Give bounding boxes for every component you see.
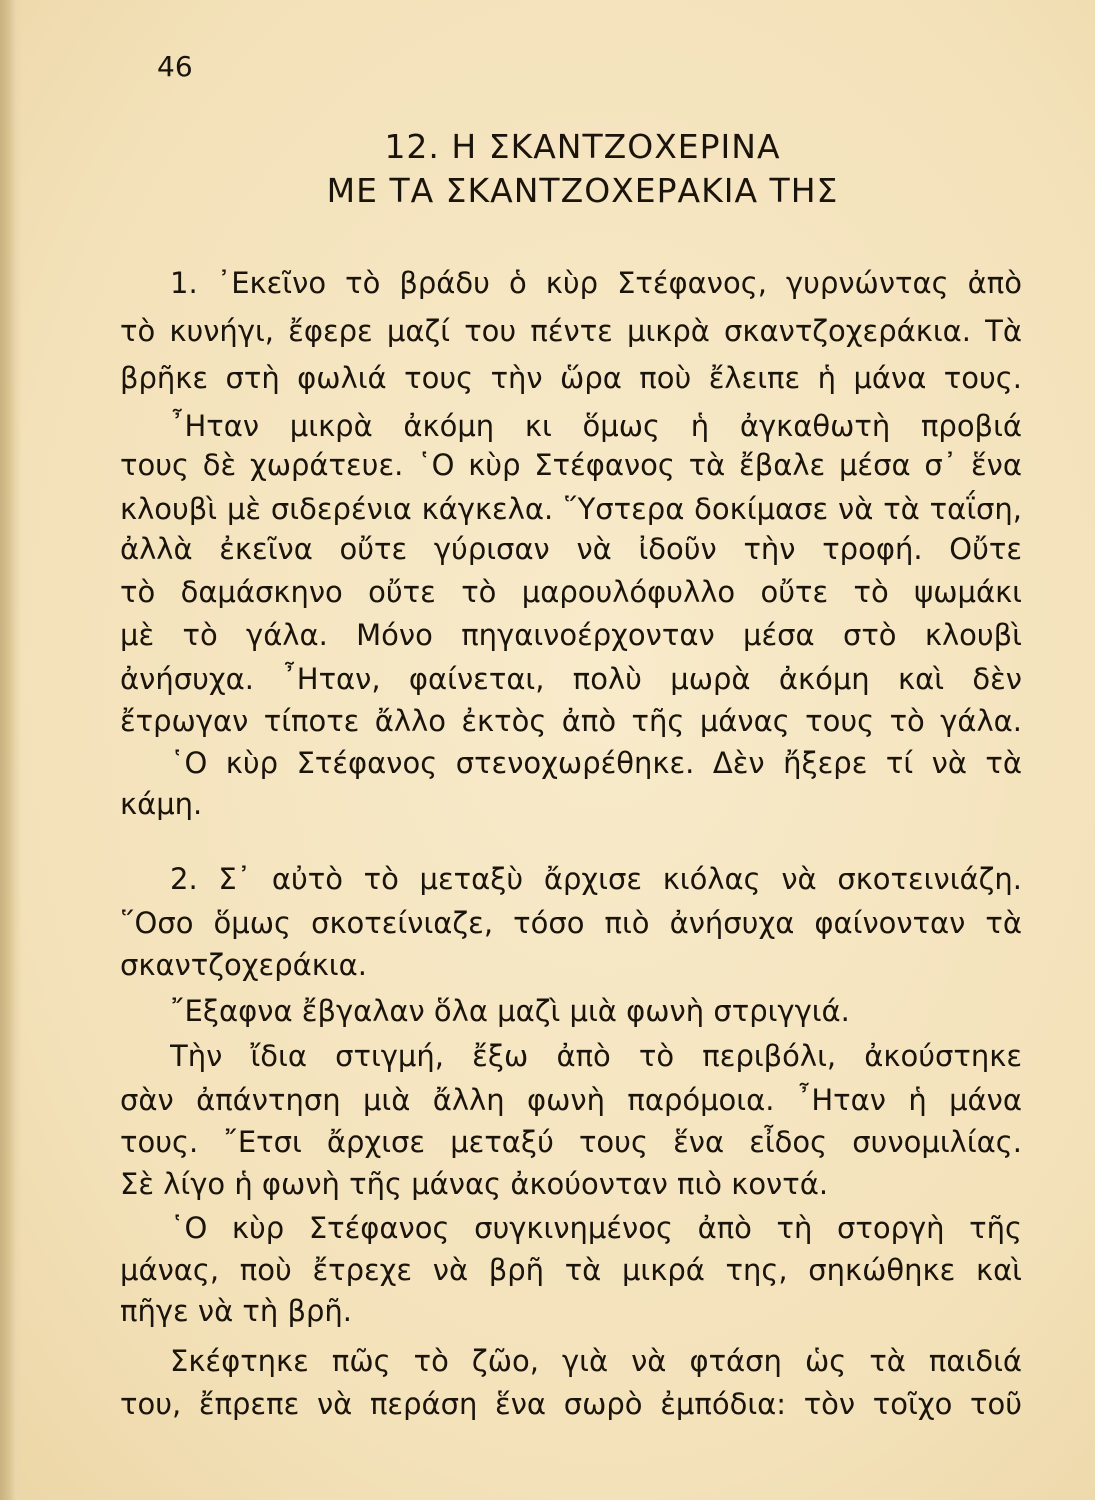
text-line: Σὲ λίγο ἡ φωνὴ τῆς μάνας ἀκούονταν πιὸ κοντά. (120, 1167, 829, 1201)
text-line: 2. Σ᾿ αὐτὸ τὸ μεταξὺ ἄρχισε κιόλας νὰ σκοτεινιάζη. (170, 862, 1022, 896)
chapter-title-line-2: ΜΕ ΤΑ ΣΚΑΝΤΖΟΧΕΡΑΚΙΑ ΤΗΣ (326, 171, 839, 210)
text-line: βρῆκε στὴ φωλιά τους τὴν ὥρα ποὺ ἔλειπε ἡ μάνα τους. (120, 361, 1022, 395)
chapter-title-line-1: 12. Η ΣΚΑΝΤΖΟΧΕΡΙΝΑ (384, 127, 781, 166)
text-line: τους δὲ χωράτευε. ῾Ο κὺρ Στέφανος τὰ ἔβαλε μέσα σ᾿ ἕνα (120, 448, 1022, 482)
text-line: μὲ τὸ γάλα. Μόνο πηγαινοέρχονταν μέσα στὸ κλουβὶ (120, 618, 1022, 652)
page-number: 46 (157, 50, 193, 83)
text-line: τὸ δαμάσκηνο οὔτε τὸ μαρουλόφυλλο οὔτε τὸ ψωμάκι (120, 575, 1022, 609)
text-line: κλουβὶ μὲ σιδερένια κάγκελα. ῞Υστερα δοκίμασε νὰ τὰ ταΐση, (120, 492, 1022, 526)
text-line: ῎Εξαφνα ἔβγαλαν ὅλα μαζὶ μιὰ φωνὴ στριγγιά. (170, 994, 850, 1028)
book-spine-shadow (0, 0, 22, 1500)
text-line: ἔτρωγαν τίποτε ἄλλο ἐκτὸς ἀπὸ τῆς μάνας τους τὸ γάλα. (120, 704, 1022, 738)
text-line: κάμη. (120, 787, 203, 821)
text-line: Τὴν ἴδια στιγμή, ἔξω ἀπὸ τὸ περιβόλι, ἀκούστηκε (170, 1039, 1022, 1073)
text-line: του, ἔπρεπε νὰ περάση ἕνα σωρὸ ἐμπόδια: τὸν τοῖχο τοῦ (120, 1387, 1022, 1421)
text-line: σκαντζοχεράκια. (120, 948, 367, 982)
text-line: ῞Οσο ὅμως σκοτείνιαζε, τόσο πιὸ ἀνήσυχα φαίνονταν τὰ (120, 906, 1022, 940)
text-line: ῾Ο κὺρ Στέφανος στενοχωρέθηκε. Δὲν ἤξερε τί νὰ τὰ (170, 746, 1022, 780)
text-line: ῏Ηταν μικρὰ ἀκόμη κι ὅμως ἡ ἀγκαθωτὴ προβιά (170, 409, 1022, 443)
text-line: τὸ κυνήγι, ἔφερε μαζί του πέντε μικρὰ σκαντζοχεράκια. Τὰ (120, 314, 1022, 348)
text-line: τους. ῎Ετσι ἄρχισε μεταξύ τους ἕνα εἶδος συνομιλίας. (120, 1125, 1022, 1159)
text-line: πῆγε νὰ τὴ βρῆ. (120, 1294, 352, 1328)
text-line: Σκέφτηκε πῶς τὸ ζῶο, γιὰ νὰ φτάση ὡς τὰ παιδιά (170, 1344, 1022, 1378)
text-line: σὰν ἀπάντηση μιὰ ἄλλη φωνὴ παρόμοια. ῏Ηταν ἡ μάνα (120, 1083, 1022, 1117)
text-line: ἀλλὰ ἐκεῖνα οὔτε γύρισαν νὰ ἰδοῦν τὴν τροφή. Οὔτε (120, 532, 1022, 566)
text-line: μάνας, ποὺ ἔτρεχε νὰ βρῆ τὰ μικρά της, σηκώθηκε καὶ (120, 1253, 1022, 1287)
text-line: ἀνήσυχα. ῏Ηταν, φαίνεται, πολὺ μωρὰ ἀκόμη καὶ δὲν (120, 662, 1022, 696)
text-line: 1. ᾿Εκεῖνο τὸ βράδυ ὁ κὺρ Στέφανος, γυρνώντας ἀπὸ (170, 266, 1022, 300)
text-line: ῾Ο κὺρ Στέφανος συγκινημένος ἀπὸ τὴ στοργὴ τῆς (170, 1211, 1022, 1245)
